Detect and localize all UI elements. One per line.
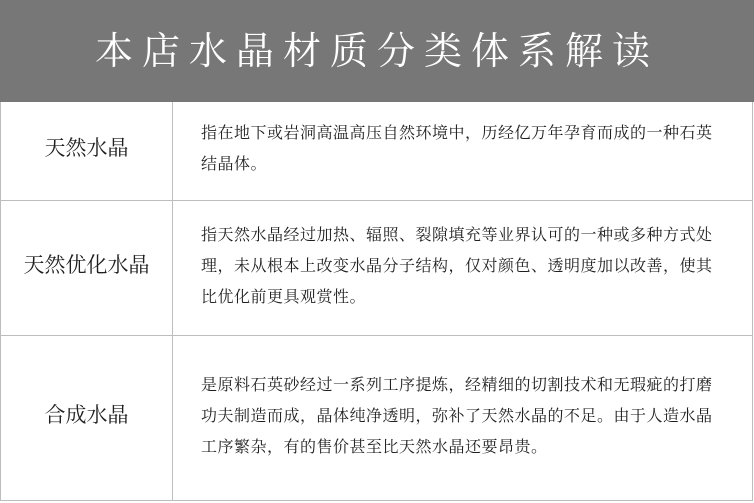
term-label: 天然水晶 xyxy=(44,136,129,160)
page-title: 本店水晶材质分类体系解读 xyxy=(94,28,659,73)
term-label: 合成水晶 xyxy=(44,403,129,427)
description-cell xyxy=(173,336,752,500)
term-cell xyxy=(1,102,173,200)
description-text: 指天然水晶经过加热、辐照、裂隙填充等业界认可的一种或多种方式处理，未从根本上改变水晶分子结构，仅对颜色、透明度加以改善，使其比优化前更具观赏性。 xyxy=(201,224,713,306)
term-label: 天然优化水晶 xyxy=(23,253,150,277)
table-row-natural-crystal xyxy=(1,102,752,201)
table-row-enhanced-crystal xyxy=(1,201,752,336)
title-banner xyxy=(0,0,754,102)
description-cell xyxy=(173,201,752,335)
table-row-synthetic-crystal xyxy=(1,336,752,501)
description-text: 指在地下或岩洞高温高压自然环境中，历经亿万年孕育而成的一种石英结晶体。 xyxy=(201,123,713,173)
classification-table xyxy=(0,102,753,501)
term-cell xyxy=(1,336,173,500)
description-text: 是原料石英砂经过一系列工序提炼，经精细的切割技术和无瑕疵的打磨功夫制造而成，晶体纯净透明，弥补了天然水晶的不足。由于人造水晶工序繁杂，有的售价甚至比天然水晶还要昂贵。 xyxy=(201,374,713,456)
description-cell xyxy=(173,102,752,200)
term-cell xyxy=(1,201,173,335)
